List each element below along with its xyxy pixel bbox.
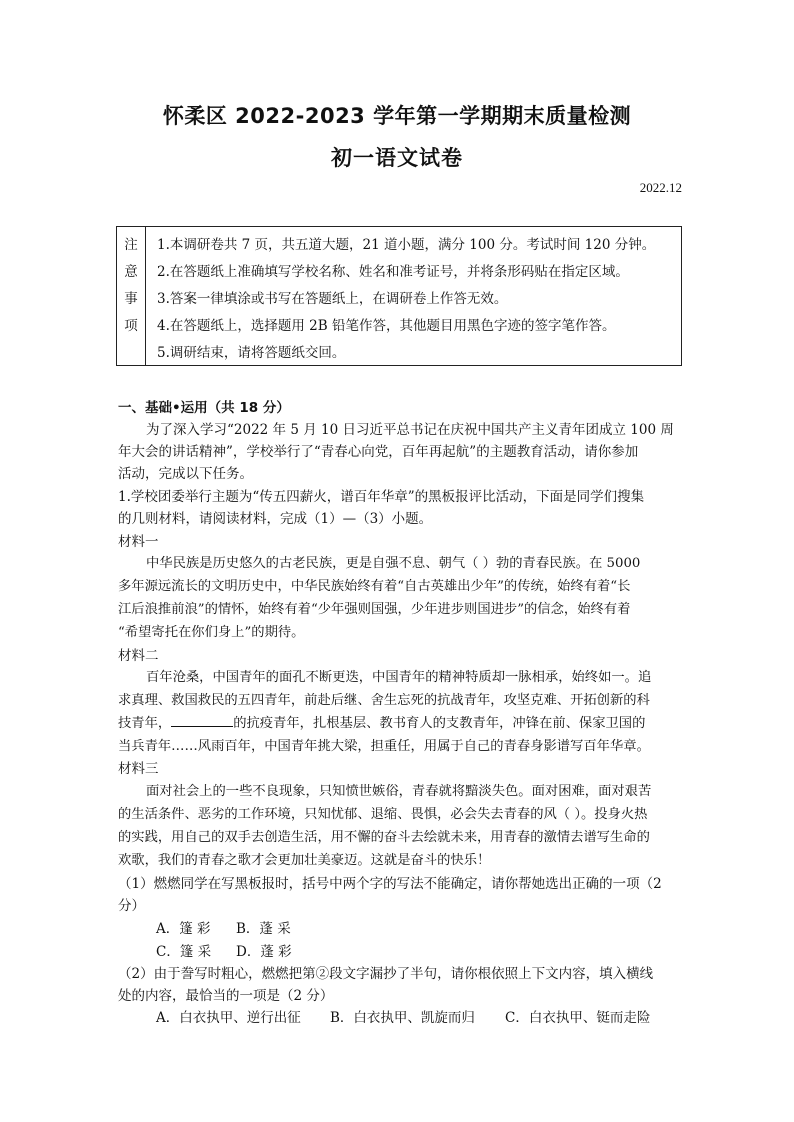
material-1-label: 材料一: [118, 534, 159, 550]
exam-subtitle: 初一语文试卷: [331, 146, 463, 170]
material-2-line-with-blank: [118, 712, 645, 731]
notice-item: 4.在答题纸上，选择题用 2B 铅笔作答，其他题目用黑色字迹的签字笔作答。: [157, 318, 616, 334]
intro-line: 活动，完成以下任务。: [118, 466, 253, 482]
option-c: C．白衣执甲、铤而走险: [505, 1010, 651, 1026]
question-1-1-stem: 分）: [118, 898, 145, 914]
intro-line: 为了深入学习“2022 年 5 月 10 日习近平总书记在庆祝中国共产主义青年团成立 100 周: [146, 422, 674, 438]
section-heading: 一、基础•运用（共 18 分）: [118, 400, 290, 416]
notice-box: [116, 226, 682, 366]
material-1-line: 中华民族是历史悠久的古老民族，更是自强不息、朝气（ ）勃的青春民族。在 5000: [146, 556, 641, 571]
material-2-line-before-blank: 技青年，: [118, 716, 172, 731]
option-c: C．篷 采: [156, 944, 212, 960]
exam-date: 2022.12: [639, 180, 682, 195]
option-b: B．白衣执甲、凯旋而归: [330, 1010, 475, 1026]
notice-label-char: 意: [124, 264, 138, 280]
question-1-intro: 1.学校团委举行主题为“传五四薪火，谱百年华章”的黑板报评比活动，下面是同学们搜集: [118, 489, 645, 505]
material-2-line: 当兵青年……风雨百年，中国青年挑大梁，担重任，用属于自己的青春身影谱写百年华章。: [118, 739, 650, 754]
notice-label-char: 注: [124, 237, 138, 253]
material-1-line: “希望寄托在你们身上”的期待。: [118, 625, 305, 640]
option-a: A．篷 彩: [156, 921, 211, 937]
material-3-line: 的生活条件、恶劣的工作环境，只知忧郁、退缩、畏惧，必会失去青春的风（ ）。投身火热: [118, 807, 648, 822]
material-2-label: 材料二: [118, 648, 159, 664]
question-1-1-stem: （1）燃燃同学在写黑板报时，括号中两个字的写法不能确定，请你帮她选出正确的一项（2: [118, 876, 662, 892]
notice-label-column: [117, 227, 146, 365]
option-b: B．蓬 采: [236, 921, 291, 937]
option-d: D．蓬 彩: [236, 944, 292, 960]
notice-label-char: 事: [124, 291, 138, 307]
material-3-line: 面对社会上的一些不良现象，只知愤世嫉俗，青春就将黯淡失色。面对困难，面对艰苦: [146, 784, 652, 799]
material-2-line: 百年沧桑，中国青年的面孔不断更迭，中国青年的精神特质却一脉相承，始终如一。追: [146, 670, 652, 685]
notice-item: 2.在答题纸上准确填写学校名称、姓名和准考证号，并将条形码贴在指定区域。: [157, 264, 629, 280]
material-3-label: 材料三: [118, 761, 159, 777]
notice-item: 5.调研结束，请将答题纸交回。: [157, 345, 346, 361]
question-1-intro: 的几则材料，请阅读材料，完成（1）—（3）小题。: [118, 511, 433, 527]
material-1-line: 多年源远流长的文明历史中，中华民族始终有着“自古英雄出少年”的传统，始终有着“长: [118, 579, 631, 594]
question-1-2-stem: 处的内容，最恰当的一项是（2 分）: [118, 988, 334, 1004]
notice-item: 1.本调研卷共 7 页，共五道大题，21 道小题，满分 100 分。考试时间 120 分钟。: [157, 237, 656, 253]
intro-line: 年大会的讲话精神”，学校举行了“青春心向党，百年再起航”的主题教育活动，请你参加: [118, 444, 639, 460]
notice-item: 3.答案一律填涂或书写在答题纸上，在调研卷上作答无效。: [157, 291, 508, 307]
material-2-line: 求真理、救国救民的五四青年，前赴后继、舍生忘死的抗战青年，攻坚克难、开拓创新的科: [118, 693, 650, 708]
material-3-line: 的实践，用自己的双手去创造生活，用不懈的奋斗去绘就未来，用青春的激情去谱写生命的: [118, 830, 650, 845]
material-1-line: 江后浪推前浪”的情怀，始终有着“少年强则国强，少年进步则国进步”的信念，始终有着: [118, 602, 631, 617]
exam-title: 怀柔区 2022-2023 学年第一学期期末质量检测: [162, 104, 632, 128]
notice-label-char: 项: [124, 318, 138, 334]
material-3-line: 欢歌，我们的青春之歌才会更加壮美豪迈。这就是奋斗的快乐！: [118, 853, 491, 868]
fill-in-blank: [171, 714, 233, 727]
question-1-2-stem: （2）由于誊写时粗心，燃燃把第②段文字漏抄了半句，请你根依照上下文内容，填入横线: [118, 966, 654, 982]
material-2-line-after-blank: 的抗疫青年，扎根基层、教书育人的支教青年，冲锋在前、保家卫国的: [233, 716, 646, 731]
option-a: A．白衣执甲、逆行出征: [156, 1010, 301, 1026]
